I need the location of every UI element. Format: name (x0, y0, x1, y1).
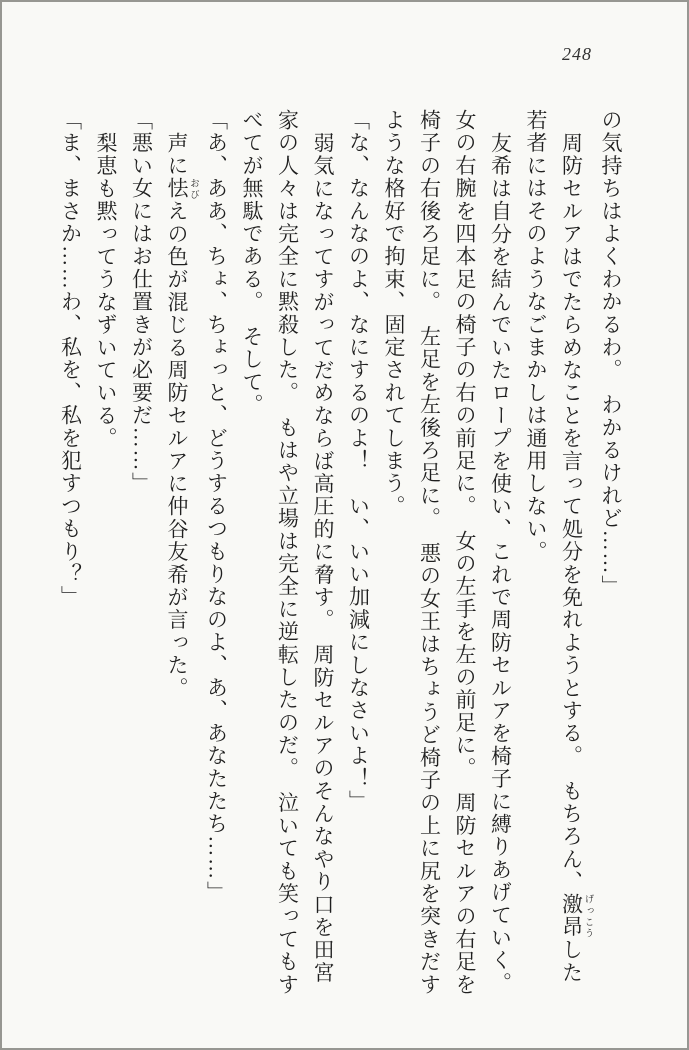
text-column: 家の人々は完全に黙殺した。 もはや立場は完全に逆転したのだ。 泣いても笑ってもす (275, 109, 300, 996)
text-column: 「悪い女にはお仕置きが必要だ……」 (129, 109, 154, 495)
text-column: の気持ちはよくわかるわ。 わかるけれど……」 (599, 109, 623, 598)
text-column: 椅子の右後ろ足に。 左足を左後ろ足に。 悪の女王はちょうど椅子の上に尻を突きだす (417, 109, 442, 996)
text-column: べてが無駄である。 そして。 (240, 109, 264, 417)
text-column: 友希は自分を結んでいたロープを使い、これで周防セルアを椅子に縛りあげていく。 (488, 131, 513, 995)
ruby-annotated-text: 激昂 げっこう (559, 893, 593, 939)
text-column: 周防セルアはでたらめなことを言って処分を免れようとする。 もちろん、激昂 げっこうした (559, 131, 593, 984)
text-column: 弱気になってすがってだめならば高圧的に脅す。 周防セルアのそんなやり口を田宮 (311, 131, 335, 984)
text-column: ような格好で拘束、固定されてしまう。 (382, 109, 406, 518)
page-number: 248 (562, 44, 592, 64)
text-column: 声に怯 おびえの色が混じる周防セルアに仲谷友希が言った。 (165, 131, 198, 700)
ruby-annotated-text: 怯 おび (165, 177, 198, 200)
text-block (52, 109, 628, 1023)
text-column: 梨恵も黙ってうなずいている。 (94, 131, 118, 450)
text-column: 女の右腕を四本足の椅子の右の前足に。 女の左手を左の前足に。 周防セルアの右足を (453, 109, 477, 996)
text-column: 「ま、まさか……わ、私を、私を犯すつもり？」 (58, 109, 83, 609)
text-column: 「あ、ああ、ちょ、ちょっと、どうするつもりなのよ、あ、あなたたち……」 (204, 109, 229, 904)
text-column: 「な、なんなのよ、なにするのよ！ い、いい加減にしなさいよ！」 (346, 109, 371, 813)
text-column: 若者にはそのようなごまかしは通用しない。 (524, 109, 548, 563)
